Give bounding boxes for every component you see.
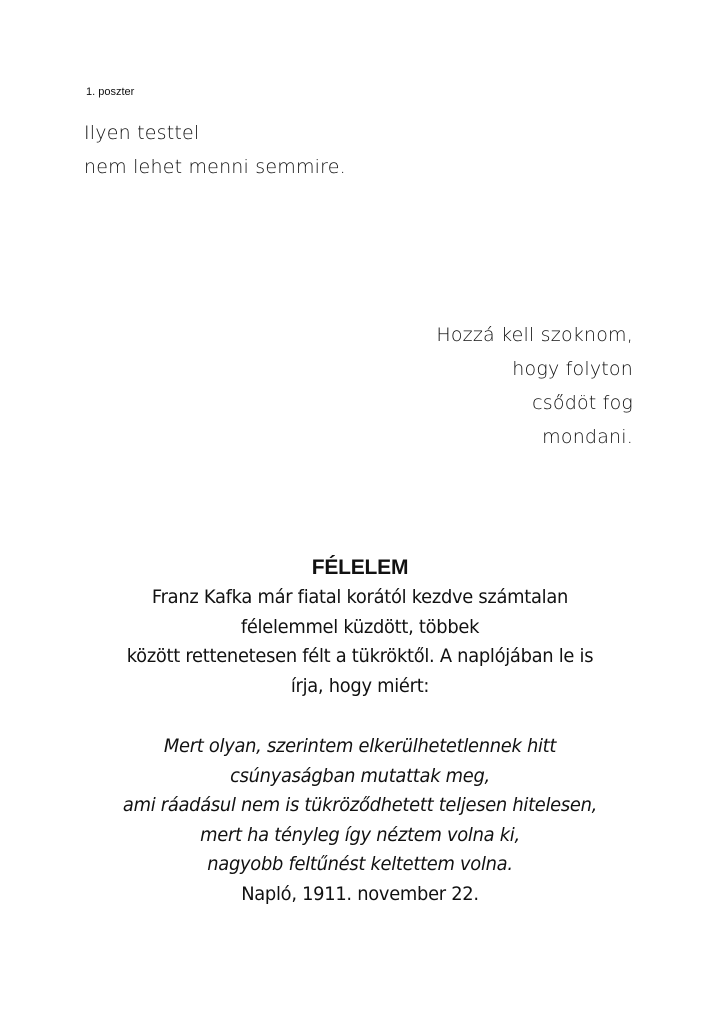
quote-line: Hozzá kell szoknom, [436,324,633,346]
section-intro [60,583,660,701]
quote-right [436,318,633,454]
quote-line: csődöt fog [532,392,633,414]
intro-line: Franz Kafka már fiatal korától kezdve számtalan [151,586,569,608]
section-title: FÉLELEM [311,556,409,579]
fear-section [60,553,660,909]
diary-quote-line: ami ráadásul nem is tükröződhetett teljesen hitelesen, [122,794,598,816]
quote-top-left [84,116,346,184]
quote-line: mondani. [542,426,633,448]
spacer [60,701,660,732]
intro-line: félelemmel küzdött, többek [240,615,480,638]
intro-line: között rettenetesen félt a tükröktől. A naplójában le is [126,645,594,667]
intro-line: írja, hogy miért: [290,674,430,697]
quote-line: Ilyen testtel [84,122,200,144]
poster-label: 1. poszter [86,86,135,98]
quote-line: nem lehet menni semmire. [84,156,346,178]
diary-quote-line: nagyobb feltűnést keltettem volna. [207,853,513,875]
diary-quote-line: csúnyaságban mutattak meg, [230,764,490,787]
diary-quote-line: mert ha tényleg így néztem volna ki, [200,823,520,846]
diary-quote-line: Mert olyan, szerintem elkerülhetetlennek hitt [163,735,557,757]
quote-source: Napló, 1911. november 22. [241,882,479,905]
quote-line: hogy folyton [512,358,633,380]
diary-quote [60,732,660,880]
